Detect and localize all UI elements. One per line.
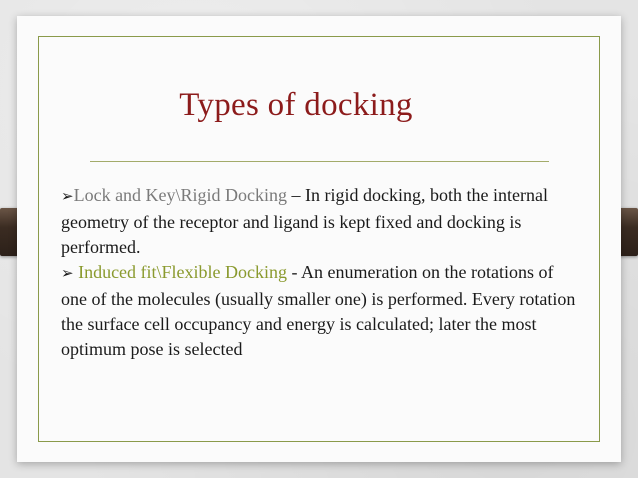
term-separator: -	[287, 262, 302, 282]
arrow-bullet-icon: ➢	[61, 189, 74, 205]
definition-rigid-docking: In rigid docking, both the internal geometry of the receptor and ligand is kept fixed and docking is performed.	[61, 185, 548, 257]
title-underline	[90, 161, 549, 162]
term-flexible-docking: Induced fit\Flexible Docking	[78, 262, 288, 282]
slide-body	[61, 183, 581, 362]
definition-flexible-docking: An enumeration on the rotations of one of the molecules (usually smaller one) is performed. Every rotation the surface cell occupancy and energy is calculated; later the most optimum pose is selected	[61, 262, 576, 359]
term-rigid-docking: Lock and Key\Rigid Docking	[73, 185, 288, 205]
term-separator: –	[287, 185, 306, 205]
arrow-bullet-icon: ➢	[61, 266, 74, 282]
slide-title	[0, 87, 638, 124]
bullet-paragraph-2	[61, 260, 581, 362]
slide-title-text: Types of docking	[179, 87, 413, 123]
bullet-paragraph-1	[61, 183, 581, 260]
